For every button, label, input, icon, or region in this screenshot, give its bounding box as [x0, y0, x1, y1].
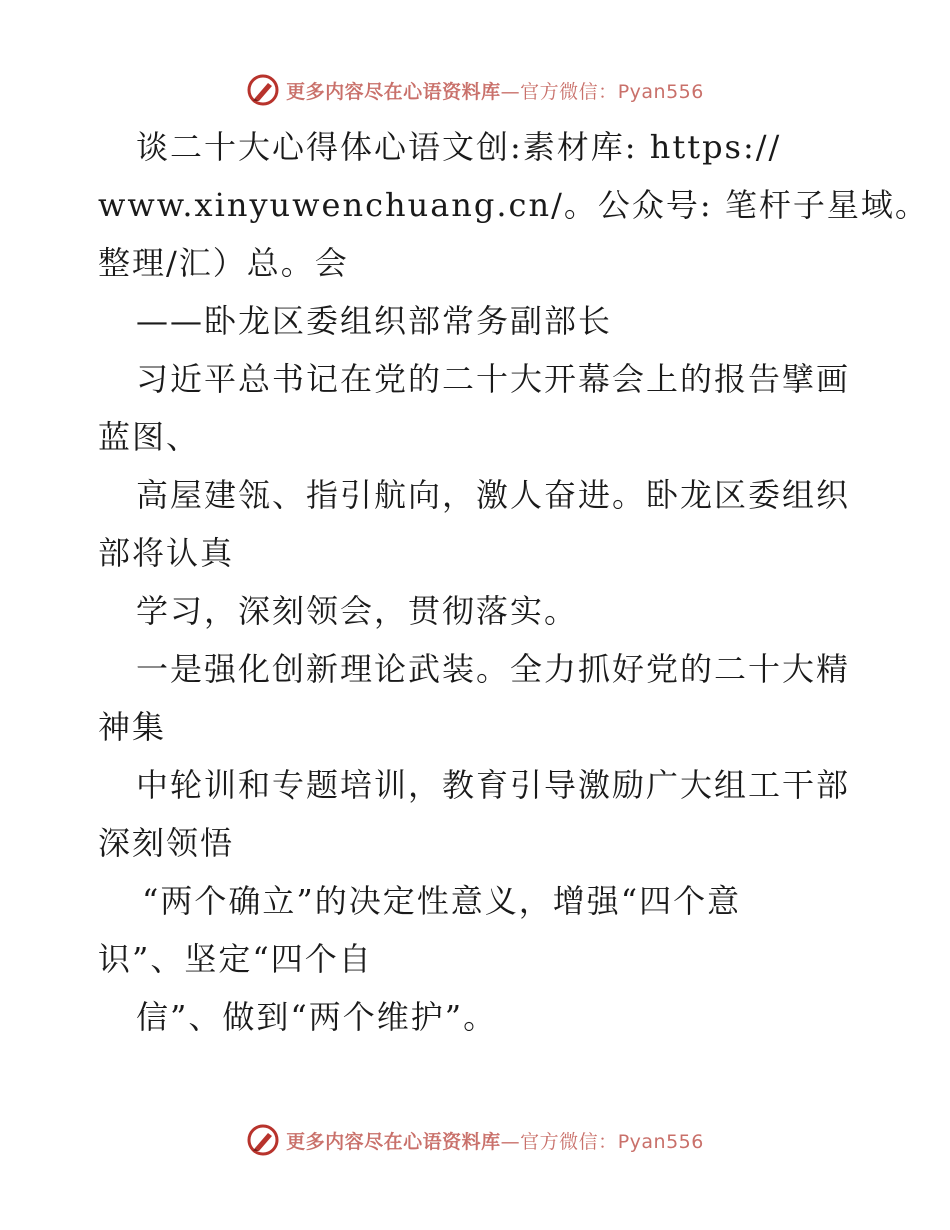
text-line: 整理/汇）总。会: [98, 244, 349, 282]
text-line: 神集: [98, 708, 167, 746]
pen-logo-icon: [246, 1123, 280, 1157]
pen-logo-icon: [246, 73, 280, 107]
text-line: 识”、坚定“四个自: [98, 940, 373, 978]
text-line: 部将认真: [98, 534, 235, 572]
banner-text: [286, 1127, 704, 1154]
text-line: 学习，深刻领会，贯彻落实。: [136, 592, 579, 630]
banner-dash: —: [500, 80, 521, 103]
text-line: “两个确立”的决定性意义，增强“四个意: [142, 882, 742, 920]
banner-dash: —: [500, 1130, 521, 1153]
text-line: www.xinyuwenchuang.cn/。公众号: 笔杆子星域。: [98, 186, 929, 224]
text-line: ——卧龙区委组织部常务副部长: [136, 302, 613, 340]
text-line: 高屋建瓴、指引航向，激人奋进。卧龙区委组织: [136, 476, 851, 514]
banner-wechat-label: 官方微信：: [520, 1130, 618, 1153]
banner-wechat-label: 官方微信：: [520, 80, 618, 103]
banner-main: 更多内容尽在心语资料库: [286, 1130, 501, 1153]
text-line: 蓝图、: [98, 418, 201, 456]
text-line: 一是强化创新理论武装。全力抓好党的二十大精: [136, 650, 851, 688]
header-banner: [0, 70, 950, 110]
banner-wechat-id: Pyan556: [617, 1130, 704, 1153]
text-line: 习近平总书记在党的二十大开幕会上的报告擘画: [136, 360, 851, 398]
banner-text: [286, 77, 704, 104]
text-line: 谈二十大心得体心语文创:素材库: https://: [136, 128, 782, 166]
document-body: [98, 118, 929, 1046]
text-line: 信”、做到“两个维护”。: [136, 998, 498, 1036]
text-line: 中轮训和专题培训，教育引导激励广大组工干部: [136, 766, 851, 804]
footer-banner: [0, 1120, 950, 1160]
banner-main: 更多内容尽在心语资料库: [286, 80, 501, 103]
banner-wechat-id: Pyan556: [617, 80, 704, 103]
text-line: 深刻领悟: [98, 824, 235, 862]
